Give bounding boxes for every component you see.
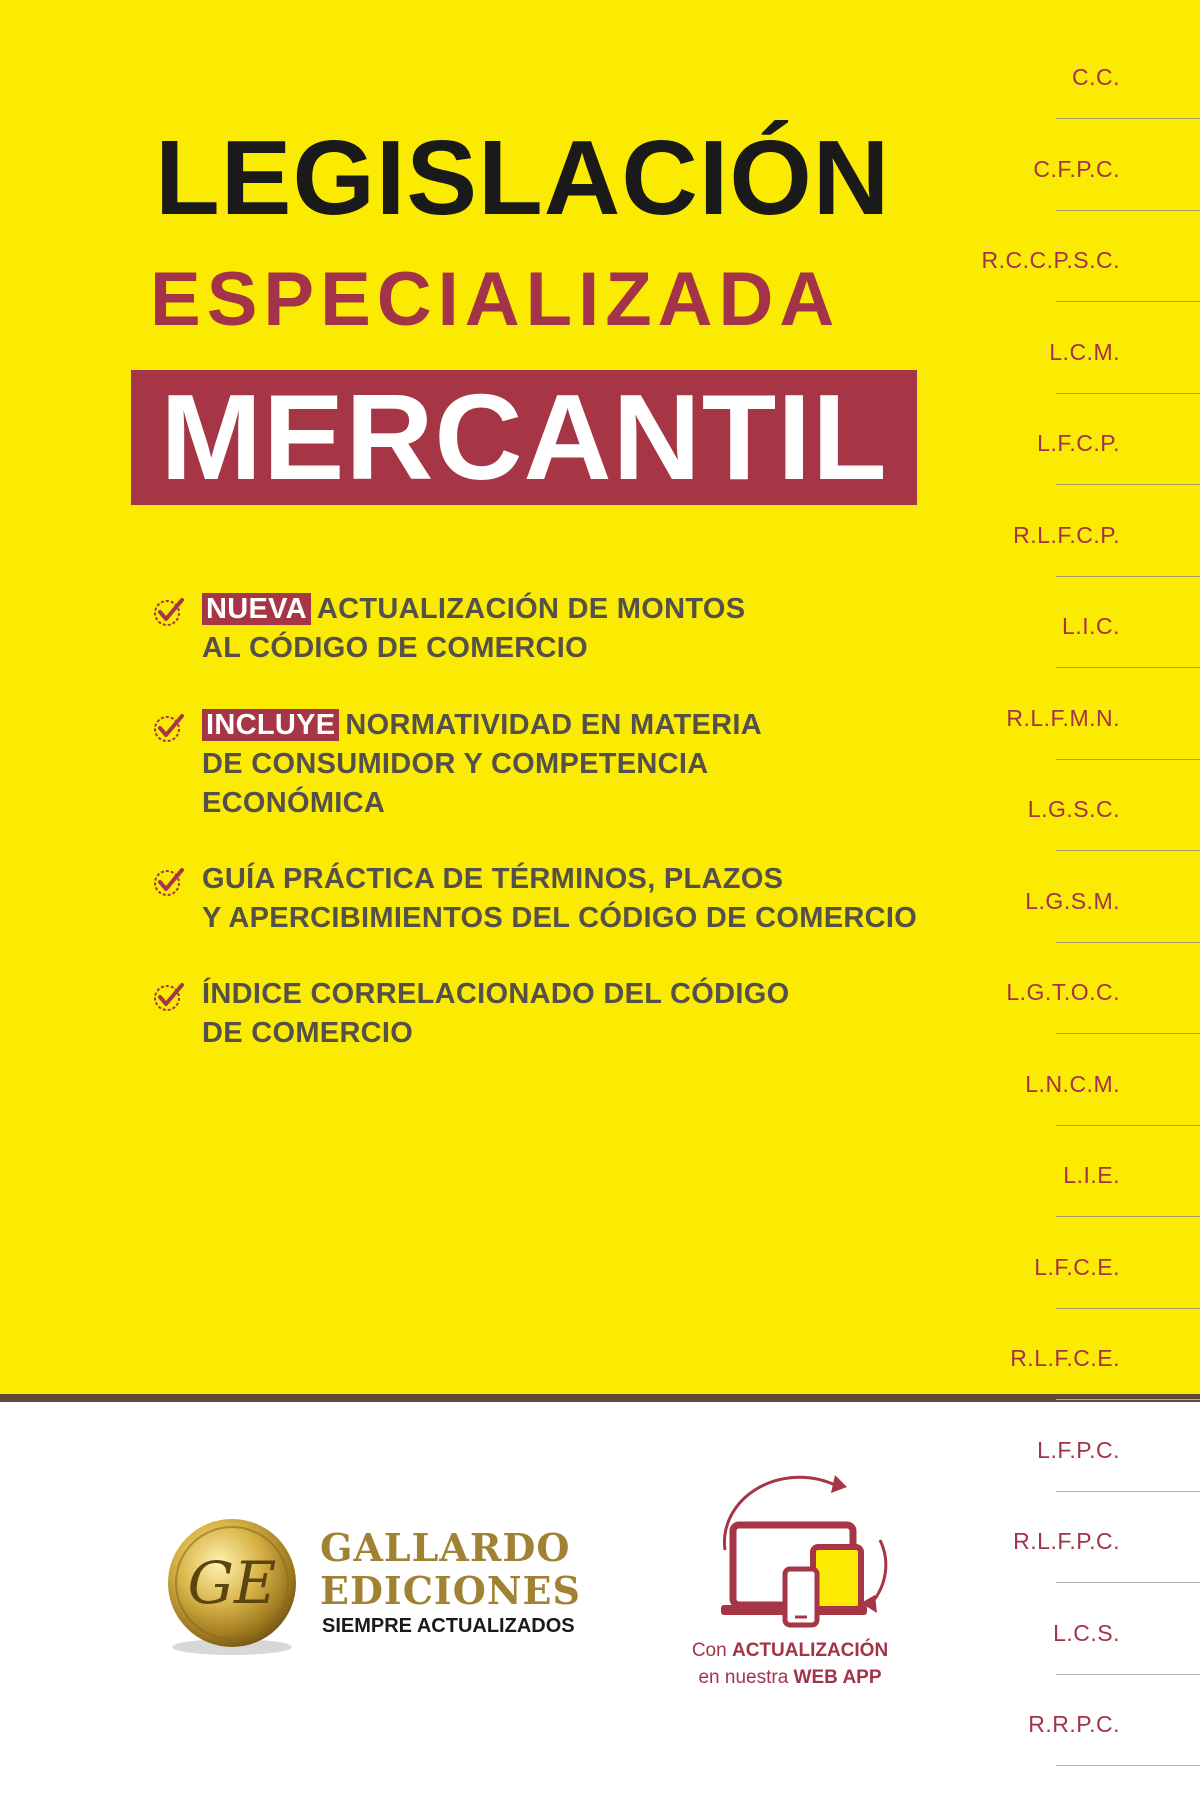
- feature-line: DE COMERCIO: [202, 1017, 414, 1049]
- webapp-bold2: WEB APP: [793, 1667, 882, 1688]
- logo-monogram: GE: [187, 1549, 277, 1617]
- law-abbreviation: R.R.P.C.: [1028, 1711, 1120, 1737]
- feature-highlight: INCLUYE: [202, 709, 339, 741]
- abbreviation-divider: [1056, 1033, 1200, 1034]
- abbreviation-divider: [1056, 118, 1200, 119]
- law-abbreviation: L.F.C.P.: [1037, 430, 1120, 456]
- webapp-prefix: Con: [691, 1640, 727, 1661]
- abbreviation-divider: [1056, 1308, 1200, 1309]
- title-mercantil-banner: [131, 370, 917, 505]
- abbreviation-divider: [1056, 850, 1200, 851]
- law-abbreviation: C.F.P.C.: [1033, 155, 1120, 182]
- law-abbreviation: R.L.F.P.C.: [1013, 1528, 1120, 1554]
- abbreviation-divider: [1056, 1125, 1200, 1126]
- abbreviation-divider: [1056, 759, 1200, 760]
- abbreviation-divider: [1056, 1765, 1200, 1766]
- law-abbreviation: L.I.C.: [1062, 613, 1120, 639]
- abbreviation-divider: [1056, 1399, 1200, 1400]
- law-abbreviation: R.L.F.C.P.: [1013, 521, 1120, 548]
- title-especializada: ESPECIALIZADA: [150, 257, 841, 342]
- abbreviation-divider: [1056, 393, 1200, 394]
- publisher-tagline: SIEMPRE ACTUALIZADOS: [322, 1615, 575, 1637]
- feature-line: ECONÓMICA: [202, 787, 386, 819]
- feature-line: GUÍA PRÁCTICA DE TÉRMINOS, PLAZOS: [202, 863, 784, 895]
- publisher-name-line1: GALLARDO: [320, 1525, 571, 1570]
- law-abbreviation: L.G.S.M.: [1025, 887, 1120, 914]
- webapp-bold1: ACTUALIZACIÓN: [731, 1640, 889, 1661]
- feature-line: AL CÓDIGO DE COMERCIO: [202, 632, 589, 664]
- divider-line: [0, 1394, 1200, 1402]
- abbreviation-divider: [1056, 210, 1200, 211]
- law-abbreviation: R.L.F.M.N.: [1006, 704, 1120, 731]
- feature-text: [202, 706, 962, 823]
- devices-sync-icon: [685, 1465, 905, 1645]
- check-icon: [152, 864, 186, 898]
- webapp-line2-prefix: en nuestra: [698, 1667, 789, 1688]
- publisher-name-line2: EDICIONES: [320, 1568, 581, 1613]
- feature-line: ÍNDICE CORRELACIONADO DEL CÓDIGO: [202, 978, 790, 1010]
- abbreviation-divider: [1056, 1674, 1200, 1675]
- abbreviation-divider: [1056, 576, 1200, 577]
- gallardo-coin-logo: [160, 1515, 304, 1659]
- law-abbreviation: C.C.: [1072, 64, 1120, 90]
- feature-highlight: NUEVA: [202, 593, 311, 625]
- feature-text: [202, 975, 962, 1053]
- law-abbreviation: L.N.C.M.: [1025, 1070, 1120, 1097]
- law-abbreviation: L.F.P.C.: [1037, 1436, 1120, 1463]
- law-abbreviation: L.G.T.O.C.: [1006, 979, 1120, 1005]
- abbreviation-divider: [1056, 1491, 1200, 1492]
- webapp-line1: [640, 1640, 940, 1662]
- law-abbreviation: L.G.S.C.: [1027, 796, 1120, 822]
- law-abbreviation: R.L.F.C.E.: [1010, 1345, 1120, 1371]
- feature-line: NORMATIVIDAD EN MATERIA: [345, 709, 763, 741]
- law-abbreviation: R.C.C.P.S.C.: [981, 247, 1120, 273]
- feature-text: [202, 590, 962, 668]
- law-abbreviation: L.I.E.: [1063, 1162, 1120, 1188]
- law-abbreviation: L.F.C.E.: [1034, 1253, 1120, 1280]
- feature-text: [202, 860, 962, 938]
- abbreviation-divider: [1056, 484, 1200, 485]
- abbreviation-divider: [1056, 942, 1200, 943]
- law-abbreviation: L.C.M.: [1049, 338, 1120, 365]
- abbreviation-divider: [1056, 301, 1200, 302]
- feature-line: DE CONSUMIDOR Y COMPETENCIA: [202, 748, 709, 780]
- webapp-line2: [640, 1667, 940, 1689]
- title-mercantil: MERCANTIL: [160, 369, 888, 505]
- check-icon: [152, 594, 186, 628]
- check-icon: [152, 979, 186, 1013]
- title-legislacion: LEGISLACIÓN: [155, 119, 891, 237]
- feature-line: ACTUALIZACIÓN DE MONTOS: [316, 593, 746, 625]
- law-abbreviation: L.C.S.: [1053, 1619, 1120, 1646]
- abbreviation-divider: [1056, 667, 1200, 668]
- feature-line: Y APERCIBIMIENTOS DEL CÓDIGO DE COMERCIO: [202, 902, 918, 934]
- check-icon: [152, 710, 186, 744]
- abbreviation-divider: [1056, 1216, 1200, 1217]
- abbreviation-divider: [1056, 1582, 1200, 1583]
